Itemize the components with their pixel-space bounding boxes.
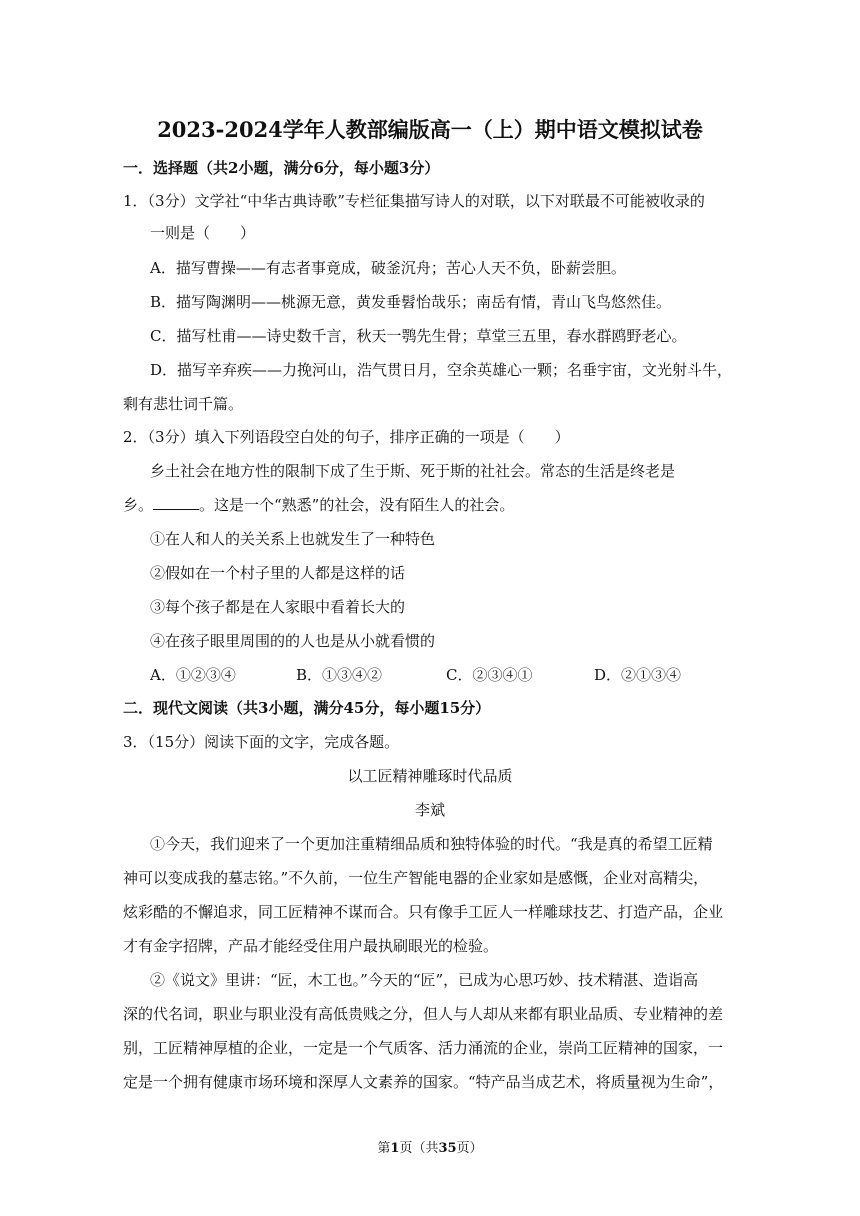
footer-mid: 页（共: [399, 1141, 439, 1156]
paragraph-2-line1: ②《说文》里讲：“匠，木工也。”今天的“匠”，已成为心思巧妙、技术精湛、造诣高: [150, 971, 699, 989]
q2-item-3: ③每个孩子都是在人家眼中看着长大的: [150, 598, 406, 616]
q2-item-1: ①在人和人的关关系上也就发生了一种特色: [150, 530, 436, 548]
footer-pre: 第: [377, 1141, 391, 1156]
paragraph-1-line4: 才有金字招牌，产品才能经受住用户最执刷眼光的检验。: [123, 937, 499, 955]
paragraph-1-line2: 神可以变成我的墓志铭。”不久前，一位生产智能电器的企业家如是感慨，企业对高精尖，: [123, 869, 709, 887]
paragraph-2-line3: 别，工匠精神厚植的企业，一定是一个气质客、活力涌流的企业，崇尚工匠精神的国家，一: [123, 1039, 724, 1057]
q1-option-a: A．描写曹操——有志者事竟成，破釜沉舟；苦心人天不负，卧薪尝胆。: [150, 259, 626, 277]
q2-choice-b: B．①③④②: [296, 666, 383, 684]
paragraph-1-line3: 炫彩酷的不懈追求，同工匠精神不谋而合。只有像手工匠人一样雕球技艺、打造产品，企业: [123, 903, 724, 921]
total-pages: 35: [438, 1141, 457, 1156]
q2-passage-line2: [123, 495, 514, 515]
q2-passage-line1: 乡土社会在地方性的限制下成了生于斯、死于斯的社社会。常态的生活是终老是: [150, 462, 676, 480]
paragraph-2-line4: 定是一个拥有健康市场环境和深厚人文素养的国家。“特产品当成艺术，将质量视为生命”，: [123, 1073, 724, 1091]
q2-stem: 2．（3分）填入下列语段空白处的句子，排序正确的一项是（ ）: [123, 428, 570, 446]
section-2-heading: 二．现代文阅读（共3小题，满分45分，每小题15分）: [123, 699, 491, 717]
q1-option-b: B．描写陶渊明——桃源无意，黄发垂髫怡哉乐；南岳有情，青山飞鸟悠然佳。: [150, 293, 672, 311]
article-title: 以工匠精神雕琢时代品质: [347, 767, 513, 785]
footer-post: 页）: [456, 1141, 483, 1156]
q2-choice-a: A．①②③④: [150, 666, 236, 684]
q3-stem: 3．（15分）阅读下面的文字，完成各题。: [123, 733, 400, 751]
answer-blank: [153, 495, 199, 510]
q1-option-d-line1: D．描写辛弃疾——力挽河山，浩气贯日月，空余英雄心一颗；名垂宇宙，文光射斗牛，: [150, 361, 733, 379]
q2-passage-line2-post: 。这是一个“熟悉”的社会，没有陌生人的社会。: [199, 496, 515, 514]
current-page-number: 1: [390, 1141, 400, 1156]
exam-title: 2023-2024学年人教部编版高一（上）期中语文模拟试卷: [157, 117, 703, 142]
q2-choice-c: C．②③④①: [446, 666, 533, 684]
q1-option-c: C．描写杜甫——诗史数千言，秋天一鹗先生骨；草堂三五里，春水群鸥野老心。: [150, 327, 687, 345]
q1-stem-line1: 1．（3分）文学社“中华古典诗歌”专栏征集描写诗人的对联，以下对联最不可能被收录的: [123, 192, 705, 210]
q2-item-4: ④在孩子眼里周围的的人也是从小就看惯的: [150, 632, 436, 650]
q1-option-d-line2: 剩有悲壮词千篇。: [123, 395, 244, 413]
q2-passage-line2-pre: 乡。: [123, 496, 154, 514]
section-1-heading: 一．选择题（共2小题，满分6分，每小题3分）: [123, 159, 440, 177]
article-author: 李斌: [414, 801, 445, 819]
paragraph-2-line2: 深的代名词，职业与职业没有高低贵贱之分，但人与人却从来都有职业品质、专业精神的差: [123, 1005, 724, 1023]
q2-choice-d: D．②①③④: [594, 666, 682, 684]
q2-item-2: ②假如在一个村子里的人都是这样的话: [150, 564, 406, 582]
q1-stem-line2: 一则是（ ）: [150, 224, 256, 242]
page-footer: [0, 1140, 860, 1158]
paragraph-1-line1: ①今天，我们迎来了一个更加注重精细品质和独特体验的时代。“我是真的希望工匠精: [150, 835, 713, 853]
